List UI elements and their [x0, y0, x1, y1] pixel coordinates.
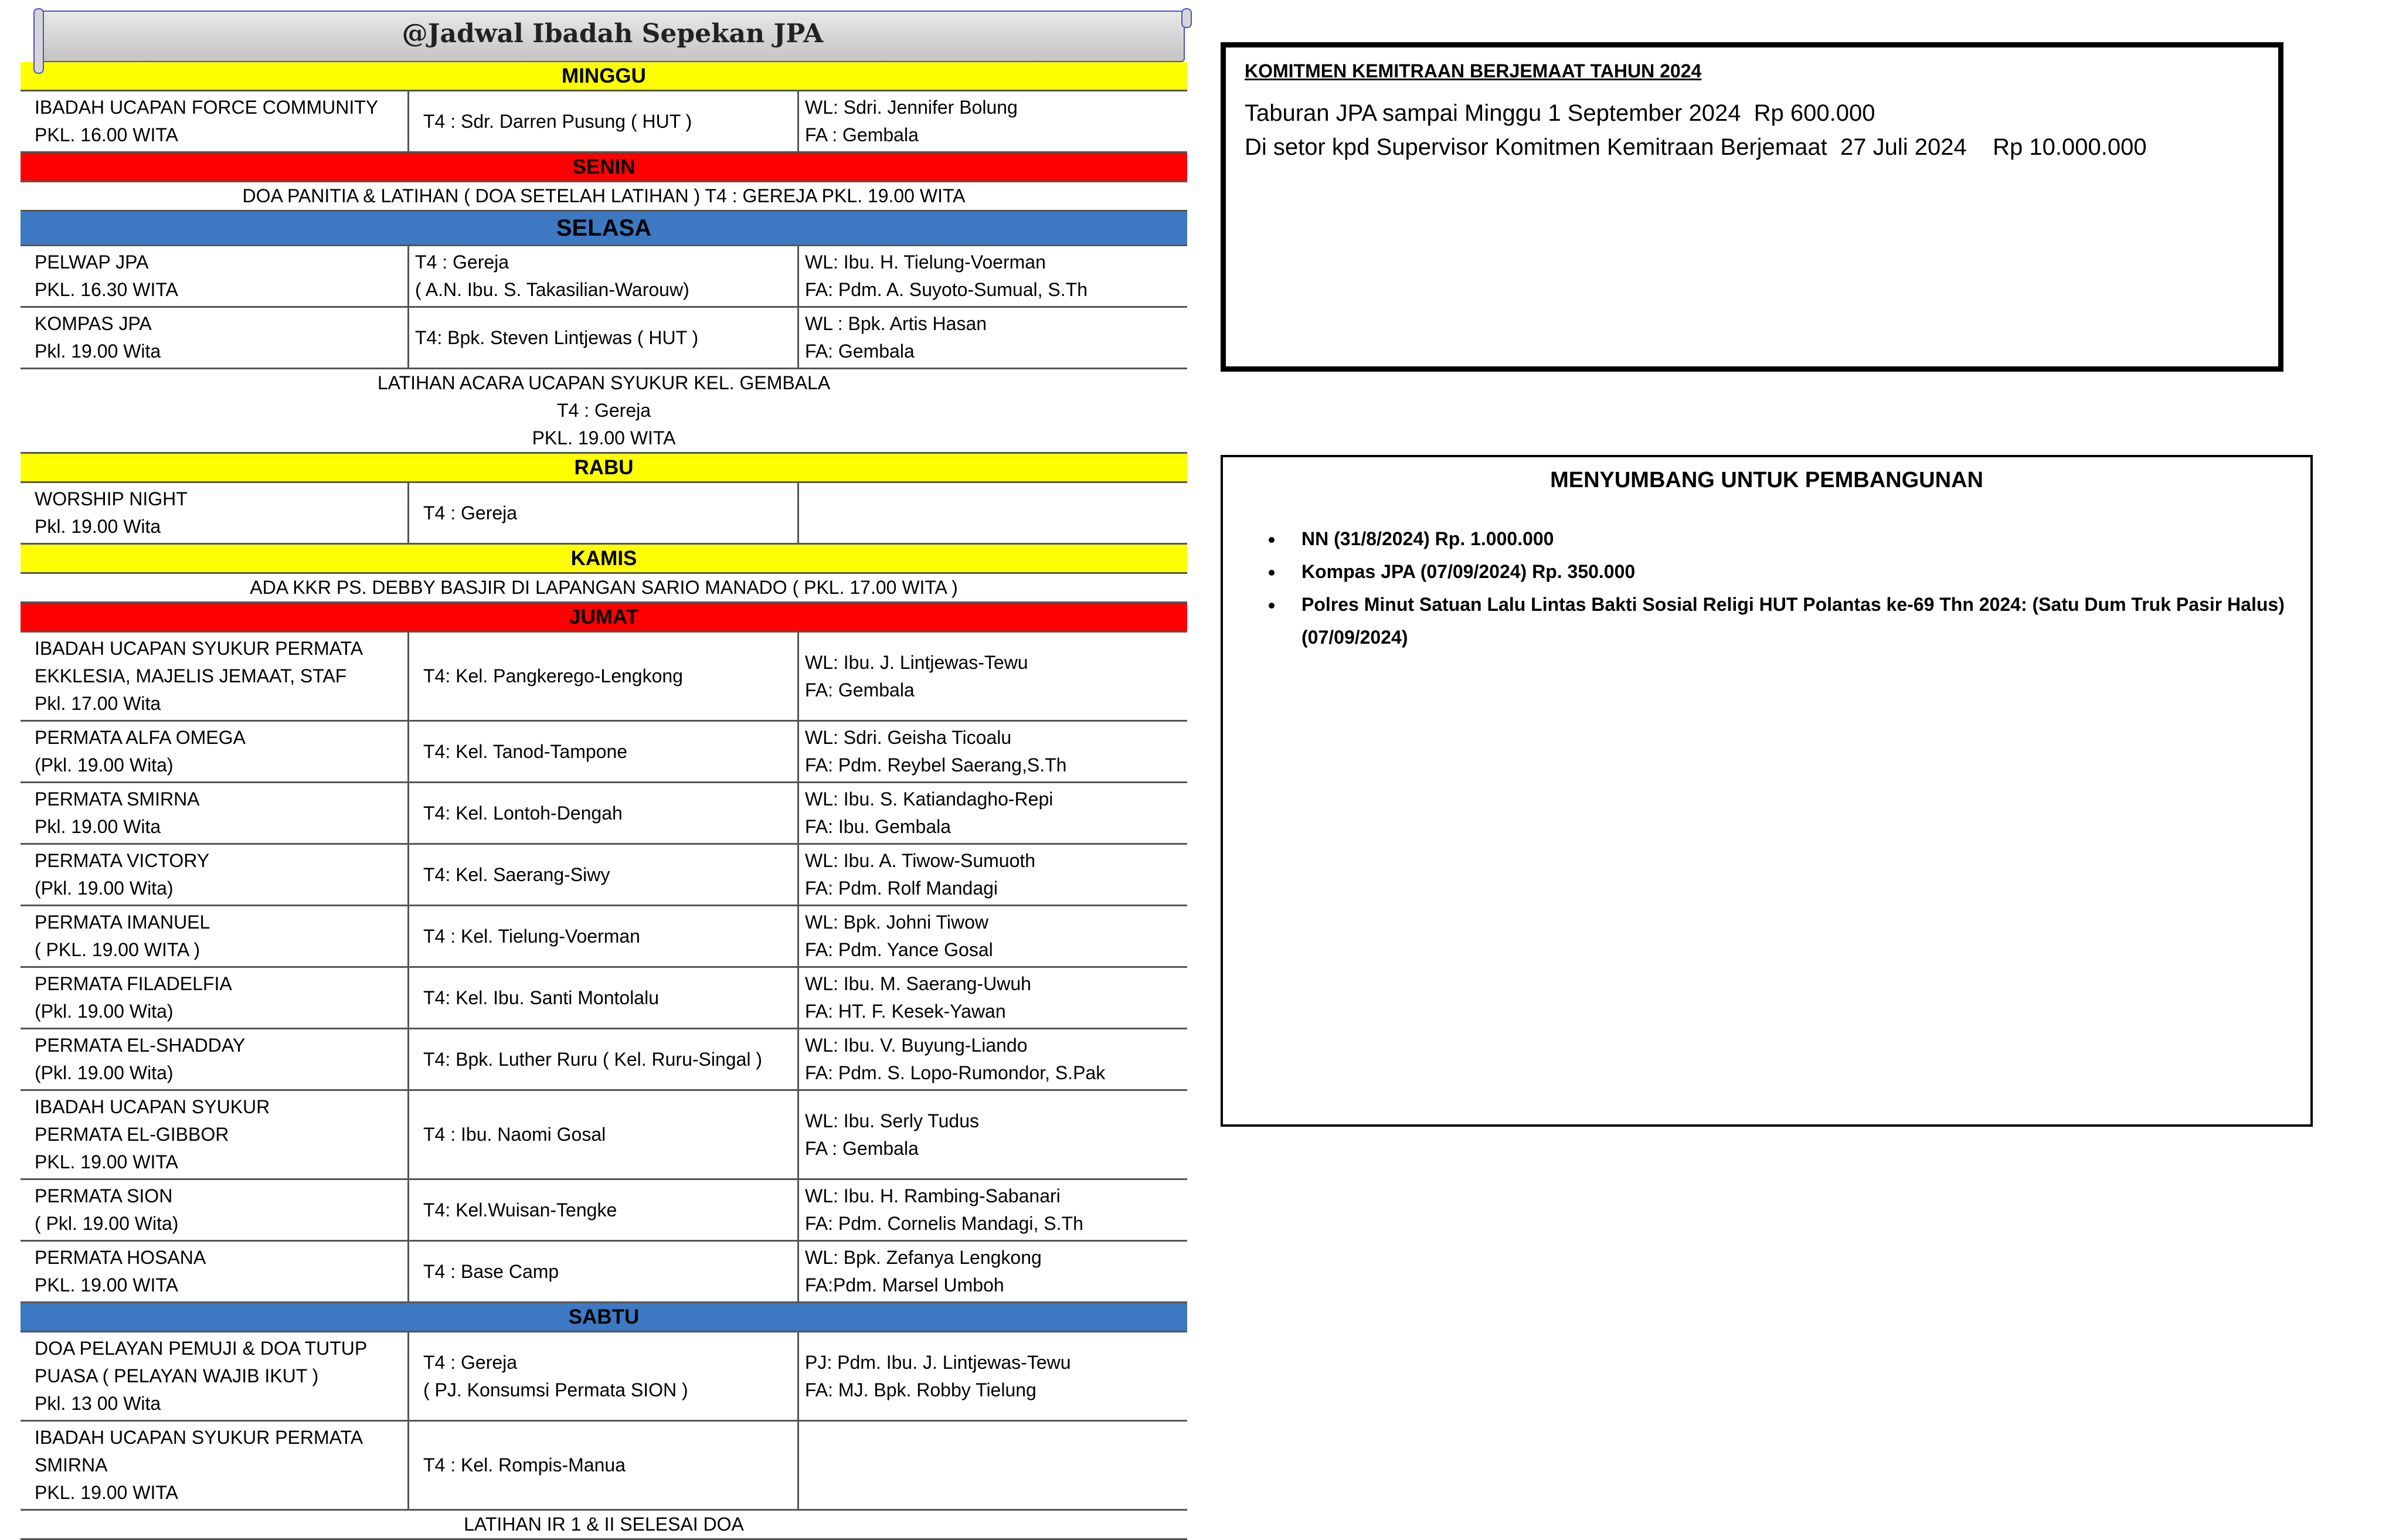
place-cell: T4 : Base Camp [407, 1242, 797, 1301]
day-header-rabu: RABU [21, 454, 1187, 483]
place-cell: T4: Bpk. Luther Ruru ( Kel. Ruru-Singal ) [407, 1029, 797, 1089]
event-cell: KOMPAS JPA Pkl. 19.00 Wita [35, 313, 161, 362]
schedule-row [21, 91, 1187, 153]
leader-cell: WL: Bpk. Johni Tiwow FA: Pdm. Yance Gosal [797, 906, 1187, 966]
donation-box [1221, 455, 2313, 1127]
komitmen-lines [1245, 96, 2259, 164]
jumat-rows [21, 633, 1187, 1303]
place-cell: T4: Kel. Tanod-Tampone [407, 722, 797, 781]
day-header-sabtu: SABTU [21, 1303, 1187, 1332]
schedule-row [21, 1332, 1187, 1422]
donation-item: • NN (31/8/2024) Rp. 1.000.000 [1284, 522, 2287, 555]
leader-cell: WL: Bpk. Zefanya Lengkong FA:Pdm. Marsel Umboh [797, 1242, 1187, 1301]
weekly-schedule [21, 11, 1187, 1540]
schedule-row [21, 633, 1187, 722]
leader-cell: WL: Ibu. A. Tiwow-Sumuoth FA: Pdm. Rolf Mandagi [797, 845, 1187, 905]
donation-item: • Polres Minut Satuan Lalu Lintas Bakti Sosial Religi HUT Polantas ke-69 Thn 2024: (Satu Dum Truk Pasir Halus) (07/09/2024) [1284, 588, 2287, 654]
day-note-senin: DOA PANITIA & LATIHAN ( DOA SETELAH LATIHAN ) T4 : GEREJA PKL. 19.00 WITA [21, 182, 1187, 212]
leader-cell: WL: Ibu. H. Tielung-Voerman FA: Pdm. A. Suyoto-Sumual, S.Th [797, 246, 1187, 306]
leader-cell: WL: Ibu. Serly Tudus FA : Gembala [797, 1091, 1187, 1178]
schedule-row [21, 1091, 1187, 1180]
schedule-row [21, 783, 1187, 845]
leader-cell: PJ: Pdm. Ibu. J. Lintjewas-Tewu FA: MJ. Bpk. Robby Tielung [797, 1332, 1187, 1420]
event-cell: PERMATA SMIRNA Pkl. 19.00 Wita [35, 788, 200, 837]
schedule-row [21, 308, 1187, 369]
event-cell: IBADAH UCAPAN SYUKUR PERMATA SMIRNA PKL. 19.00 WITA [35, 1427, 363, 1503]
leader-cell: WL : Bpk. Artis Hasan FA: Gembala [797, 308, 1187, 368]
leader-cell: WL: Ibu. M. Saerang-Uwuh FA: HT. F. Kesek-Yawan [797, 968, 1187, 1028]
donation-title: MENYUMBANG UNTUK PEMBANGUNAN [1550, 468, 1983, 492]
place-cell: T4 : Gereja ( A.N. Ibu. S. Takasilian-Warouw) [407, 246, 797, 306]
day-note-kamis: ADA KKR PS. DEBBY BASJIR DI LAPANGAN SARIO MANADO ( PKL. 17.00 WITA ) [21, 574, 1187, 603]
leader-cell: WL: Sdri. Geisha Ticoalu FA: Pdm. Reybel Saerang,S.Th [797, 722, 1187, 781]
event-cell: PERMATA SION ( Pkl. 19.00 Wita) [35, 1185, 179, 1234]
day-note-selasa: LATIHAN ACARA UCAPAN SYUKUR KEL. GEMBALA T4 : Gereja PKL. 19.00 WITA [21, 369, 1187, 454]
schedule-banner [40, 11, 1185, 62]
place-cell: T4: Kel. Lontoh-Dengah [407, 783, 797, 843]
schedule-row [21, 1029, 1187, 1091]
event-cell: WORSHIP NIGHT Pkl. 19.00 Wita [35, 488, 188, 537]
day-header-jumat: JUMAT [21, 603, 1187, 633]
place-cell: T4: Kel.Wuisan-Tengke [407, 1180, 797, 1240]
event-cell: IBADAH UCAPAN SYUKUR PERMATA EL-GIBBOR PKL. 19.00 WITA [35, 1096, 270, 1172]
schedule-row [21, 1180, 1187, 1242]
event-cell: IBADAH UCAPAN FORCE COMMUNITY PKL. 16.00 WITA [35, 97, 379, 145]
event-cell: PERMATA EL-SHADDAY (Pkl. 19.00 Wita) [35, 1035, 246, 1083]
place-cell: T4: Kel. Pangkerego-Lengkong [407, 633, 797, 720]
place-cell: T4 : Gereja ( PJ. Konsumsi Permata SION ) [407, 1332, 797, 1420]
event-cell: PERMATA VICTORY (Pkl. 19.00 Wita) [35, 850, 210, 899]
schedule-row [21, 845, 1187, 906]
place-cell: T4 : Kel. Rompis-Manua [407, 1422, 797, 1509]
place-cell: T4 : Ibu. Naomi Gosal [407, 1091, 797, 1178]
place-cell: T4: Kel. Ibu. Santi Montolalu [407, 968, 797, 1028]
schedule-row [21, 1242, 1187, 1303]
schedule-row [21, 722, 1187, 783]
page-title: @Jadwal Ibadah Sepekan JPA [402, 19, 824, 49]
komitmen-title: KOMITMEN KEMITRAAN BERJEMAAT TAHUN 2024 [1245, 60, 1702, 81]
schedule-row [21, 968, 1187, 1029]
day-header-senin: SENIN [21, 153, 1187, 182]
schedule-row [21, 906, 1187, 968]
schedule-row [21, 1422, 1187, 1511]
leader-cell: WL: Ibu. V. Buyung-Liando FA: Pdm. S. Lopo-Rumondor, S.Pak [797, 1029, 1187, 1089]
place-cell: T4 : Kel. Tielung-Voerman [407, 906, 797, 966]
leader-cell: WL: Sdri. Jennifer Bolung FA : Gembala [797, 91, 1187, 151]
place-cell: T4: Bpk. Steven Lintjewas ( HUT ) [407, 308, 797, 368]
schedule-row [21, 246, 1187, 308]
place-cell: T4 : Sdr. Darren Pusung ( HUT ) [407, 91, 797, 151]
komitmen-box [1221, 42, 2283, 372]
place-cell: T4 : Gereja [407, 483, 797, 543]
day-note-sabtu: LATIHAN IR 1 & II SELESAI DOA [21, 1511, 1187, 1540]
event-cell: PERMATA HOSANA PKL. 19.00 WITA [35, 1247, 206, 1296]
leader-cell: WL: Ibu. H. Rambing-Sabanari FA: Pdm. Cornelis Mandagi, S.Th [797, 1180, 1187, 1240]
day-header-selasa: SELASA [21, 212, 1187, 246]
leader-cell: WL: Ibu. J. Lintjewas-Tewu FA: Gembala [797, 633, 1187, 720]
leader-cell [797, 483, 1187, 543]
event-cell: IBADAH UCAPAN SYUKUR PERMATA EKKLESIA, MAJELIS JEMAAT, STAF Pkl. 17.00 Wita [35, 638, 363, 714]
donation-item: • Kompas JPA (07/09/2024) Rp. 350.000 [1284, 555, 2287, 588]
event-cell: PELWAP JPA PKL. 16.30 WITA [35, 251, 178, 300]
day-header-minggu: MINGGU [21, 62, 1187, 91]
komitmen-line: Taburan JPA sampai Minggu 1 September 2024 Rp 600.000 [1245, 100, 1875, 126]
place-cell: T4: Kel. Saerang-Siwy [407, 845, 797, 905]
donation-list [1284, 522, 2287, 654]
leader-cell [797, 1422, 1187, 1509]
day-header-kamis: KAMIS [21, 545, 1187, 574]
event-cell: DOA PELAYAN PEMUJI & DOA TUTUP PUASA ( PELAYAN WAJIB IKUT ) Pkl. 13 00 Wita [35, 1338, 368, 1414]
event-cell: PERMATA IMANUEL ( PKL. 19.00 WITA ) [35, 912, 210, 960]
komitmen-line: Di setor kpd Supervisor Komitmen Kemitraan Berjemaat 27 Juli 2024 Rp 10.000.000 [1245, 134, 2147, 160]
leader-cell: WL: Ibu. S. Katiandagho-Repi FA: Ibu. Gembala [797, 783, 1187, 843]
event-cell: PERMATA FILADELFIA (Pkl. 19.00 Wita) [35, 973, 232, 1022]
schedule-row [21, 483, 1187, 545]
event-cell: PERMATA ALFA OMEGA (Pkl. 19.00 Wita) [35, 727, 246, 776]
